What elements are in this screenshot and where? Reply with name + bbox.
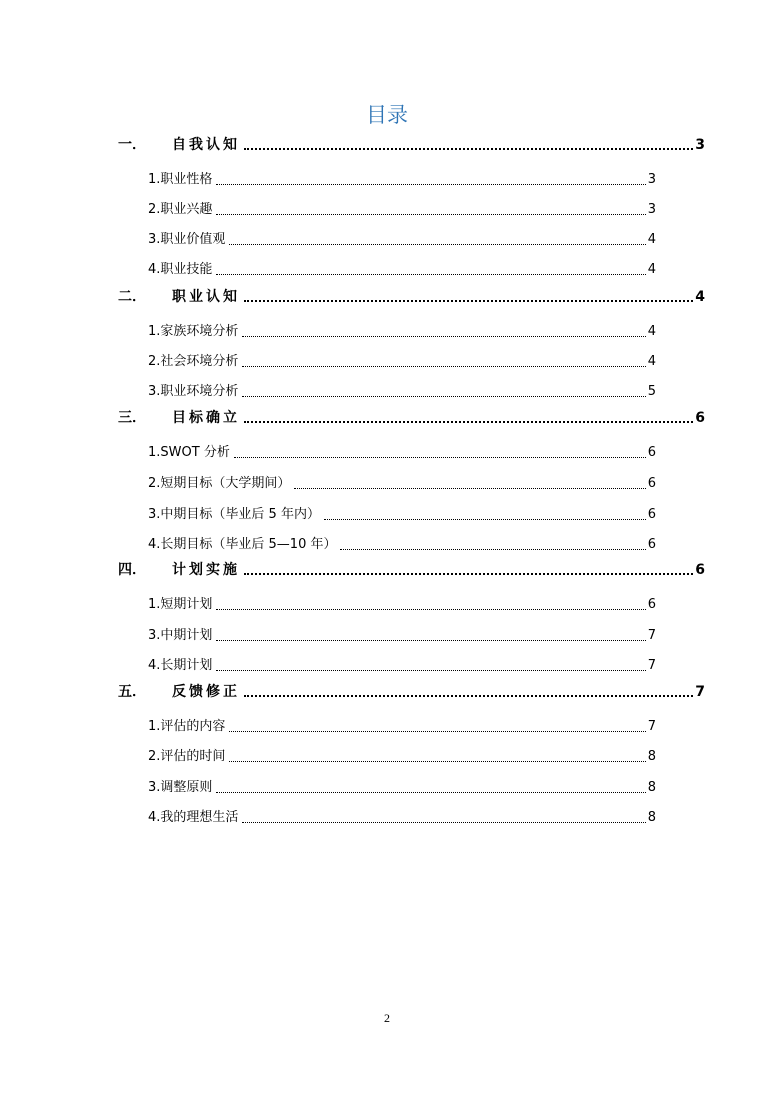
dot-leader — [216, 274, 645, 275]
toc-section[interactable] — [118, 682, 705, 702]
page-number: 6 — [647, 537, 656, 552]
dot-leader — [229, 244, 645, 245]
page-number: 6 — [695, 562, 705, 578]
dot-leader — [244, 695, 693, 697]
item-label: 3.调整原则 — [148, 780, 213, 795]
toc-item[interactable] — [148, 595, 656, 615]
section-number: 三． — [118, 410, 146, 426]
item-label: 1.家族环境分析 — [148, 324, 239, 339]
page-number: 5 — [647, 384, 656, 399]
dot-leader — [216, 792, 645, 793]
toc-item[interactable] — [148, 808, 656, 828]
page-number: 3 — [647, 172, 656, 187]
item-label: 1.短期计划 — [148, 597, 213, 612]
page-number: 7 — [695, 684, 705, 700]
toc-section[interactable] — [118, 135, 705, 155]
page-number: 6 — [647, 445, 656, 460]
dot-leader — [229, 731, 645, 732]
page-number: 7 — [647, 719, 656, 734]
page-number: 6 — [695, 410, 705, 426]
dot-leader — [244, 148, 693, 150]
item-label: 3.中期计划 — [148, 628, 213, 643]
toc-item[interactable] — [148, 382, 656, 402]
page-number: 8 — [647, 810, 656, 825]
page-number: 8 — [647, 780, 656, 795]
item-label: 4.我的理想生活 — [148, 810, 239, 825]
item-label: 2.短期目标（大学期间） — [148, 476, 291, 491]
toc-item[interactable] — [148, 260, 656, 280]
item-label: 2.职业兴趣 — [148, 202, 213, 217]
section-label: 反馈修正 — [172, 684, 240, 700]
dot-leader — [216, 640, 645, 641]
section-label: 职业认知 — [172, 289, 240, 305]
toc-item[interactable] — [148, 505, 656, 525]
toc-item[interactable] — [148, 200, 656, 220]
dot-leader — [242, 366, 645, 367]
item-label: 1.SWOT 分析 — [148, 445, 230, 460]
section-number: 五． — [118, 684, 146, 700]
dot-leader — [216, 184, 645, 185]
item-label: 3.职业环境分析 — [148, 384, 239, 399]
page-number: 8 — [647, 749, 656, 764]
toc-item[interactable] — [148, 747, 656, 767]
toc-item[interactable] — [148, 656, 656, 676]
dot-leader — [244, 300, 693, 302]
item-label: 4.长期计划 — [148, 658, 213, 673]
item-label: 1.评估的内容 — [148, 719, 226, 734]
toc-item[interactable] — [148, 230, 656, 250]
dot-leader — [324, 519, 646, 520]
section-label: 计划实施 — [172, 562, 240, 578]
item-label: 4.长期目标（毕业后 5—10 年） — [148, 537, 337, 552]
toc-item[interactable] — [148, 322, 656, 342]
page-number: 7 — [647, 628, 656, 643]
dot-leader — [234, 457, 646, 458]
toc-section[interactable] — [118, 408, 705, 428]
toc-item[interactable] — [148, 474, 656, 494]
section-number: 二． — [118, 289, 146, 305]
toc-item[interactable] — [148, 535, 656, 555]
item-label: 4.职业技能 — [148, 262, 213, 277]
page-number: 6 — [647, 507, 656, 522]
toc-item[interactable] — [148, 626, 656, 646]
dot-leader — [244, 573, 693, 575]
page-number: 4 — [647, 324, 656, 339]
item-label: 3.职业价值观 — [148, 232, 226, 247]
page-number: 4 — [647, 262, 656, 277]
section-number: 四． — [118, 562, 146, 578]
page-footer-number: 2 — [384, 1011, 390, 1025]
toc-item[interactable] — [148, 778, 656, 798]
toc-section[interactable] — [118, 287, 705, 307]
page-number: 4 — [695, 289, 705, 305]
toc-item[interactable] — [148, 717, 656, 737]
toc-item[interactable] — [148, 352, 656, 372]
page-number: 6 — [647, 597, 656, 612]
page-number: 3 — [647, 202, 656, 217]
section-number: 一． — [118, 137, 146, 153]
page-number: 7 — [647, 658, 656, 673]
dot-leader — [216, 609, 645, 610]
item-label: 2.社会环境分析 — [148, 354, 239, 369]
toc-section[interactable] — [118, 560, 705, 580]
dot-leader — [242, 336, 645, 337]
item-label: 3.中期目标（毕业后 5 年内） — [148, 507, 320, 522]
item-label: 2.评估的时间 — [148, 749, 226, 764]
toc-title: 目录 — [366, 103, 408, 127]
toc-item[interactable] — [148, 170, 656, 190]
dot-leader — [340, 549, 645, 550]
dot-leader — [294, 488, 645, 489]
section-label: 自我认知 — [172, 137, 240, 153]
page-number: 4 — [647, 354, 656, 369]
dot-leader — [216, 214, 645, 215]
page-number: 6 — [647, 476, 656, 491]
page-number: 3 — [695, 137, 705, 153]
item-label: 1.职业性格 — [148, 172, 213, 187]
dot-leader — [244, 421, 693, 423]
section-label: 目标确立 — [172, 410, 240, 426]
page-number: 4 — [647, 232, 656, 247]
toc-item[interactable] — [148, 443, 656, 463]
dot-leader — [242, 822, 645, 823]
dot-leader — [229, 761, 645, 762]
dot-leader — [216, 670, 645, 671]
dot-leader — [242, 396, 645, 397]
